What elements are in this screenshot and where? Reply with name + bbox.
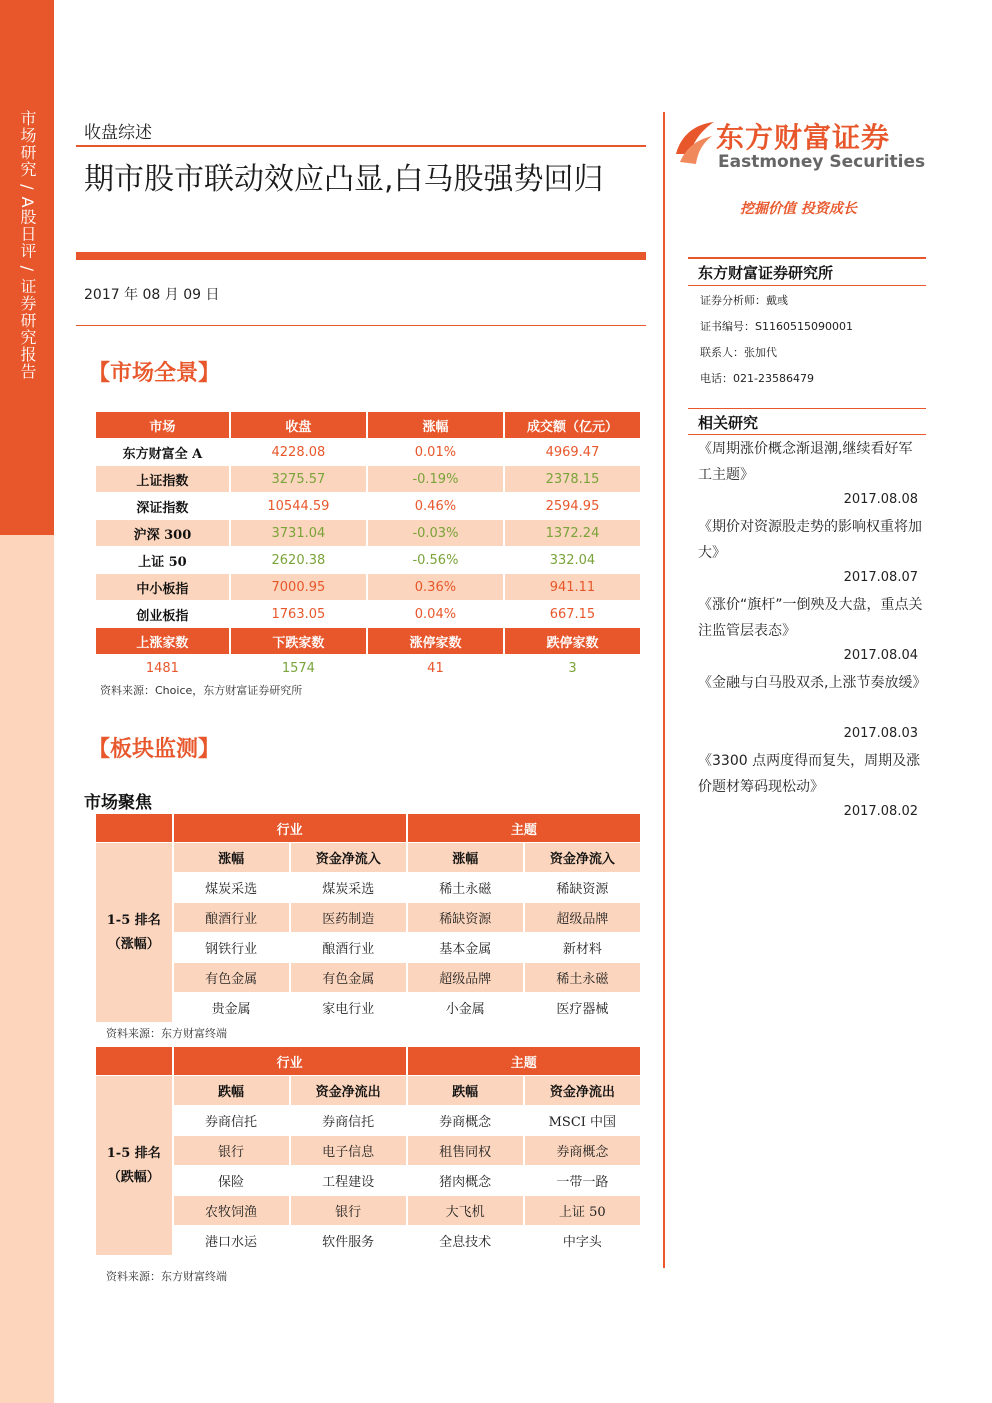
table-cell: 电子信息 xyxy=(290,1136,407,1166)
limit-up-count: 41 xyxy=(367,655,504,682)
col-header: 下跌家数 xyxy=(230,628,367,655)
table-cell: 银行 xyxy=(290,1196,407,1226)
table-row xyxy=(96,466,641,493)
sub-header-row xyxy=(96,843,641,873)
sub-header: 资金净流出 xyxy=(290,1076,407,1106)
close-value: 3275.57 xyxy=(230,466,367,493)
close-value: 10544.59 xyxy=(230,493,367,520)
table-row xyxy=(96,601,641,628)
market-name: 上证指数 xyxy=(96,466,230,493)
sub-header: 涨幅 xyxy=(407,843,524,873)
table-cell: 券商信托 xyxy=(173,1106,290,1136)
table-row xyxy=(96,1166,641,1196)
table-cell: 稀缺资源 xyxy=(407,903,524,933)
table-row xyxy=(96,574,641,601)
rank-label-line2: （涨幅） xyxy=(107,936,160,952)
section-label: 收盘综述 xyxy=(84,123,152,143)
table-row xyxy=(96,993,641,1023)
brand-name-en: Eastmoney Securities xyxy=(718,152,926,172)
market-focus-heading: 市场聚焦 xyxy=(84,793,152,813)
table-cell: 稀土永磁 xyxy=(407,873,524,903)
table-cell: 中字头 xyxy=(524,1226,641,1256)
table-cell: 有色金属 xyxy=(290,963,407,993)
date-rule xyxy=(76,325,646,326)
table-cell: 贵金属 xyxy=(173,993,290,1023)
corner-cell xyxy=(96,1047,173,1076)
report-date: 2017 年 08 月 09 日 xyxy=(84,287,220,303)
group-industry: 行业 xyxy=(173,814,407,843)
turnover-value: 941.11 xyxy=(504,574,641,601)
count-header-row xyxy=(96,628,641,655)
rank-label xyxy=(96,1076,173,1256)
table-cell: 酿酒行业 xyxy=(173,903,290,933)
table-cell: 医疗器械 xyxy=(524,993,641,1023)
group-header-row xyxy=(96,814,641,843)
sector-down-table xyxy=(96,1047,642,1256)
table-cell: 医药制造 xyxy=(290,903,407,933)
table-row xyxy=(96,493,641,520)
change-value: 0.36% xyxy=(367,574,504,601)
table-row xyxy=(96,439,641,466)
related-report-date: 2017.08.08 xyxy=(843,492,918,507)
sector-heading: 【板块监测】 xyxy=(88,736,221,762)
sub-header: 资金净流入 xyxy=(524,843,641,873)
table-row xyxy=(96,1106,641,1136)
sub-header: 资金净流出 xyxy=(524,1076,641,1106)
table-cell: 银行 xyxy=(173,1136,290,1166)
rising-count: 1481 xyxy=(96,655,230,682)
table-cell: 酿酒行业 xyxy=(290,933,407,963)
table-cell: 软件服务 xyxy=(290,1226,407,1256)
table-row xyxy=(96,547,641,574)
corner-cell xyxy=(96,814,173,843)
table-row xyxy=(96,963,641,993)
table-cell: 租售同权 xyxy=(407,1136,524,1166)
table-cell: 新材料 xyxy=(524,933,641,963)
col-header: 上涨家数 xyxy=(96,628,230,655)
turnover-value: 332.04 xyxy=(504,547,641,574)
table-cell: 煤炭采选 xyxy=(173,873,290,903)
table-cell: 大飞机 xyxy=(407,1196,524,1226)
change-value: -0.56% xyxy=(367,547,504,574)
close-value: 3731.04 xyxy=(230,520,367,547)
sidebar-category-text: 市场研究 / A股日评 / 证券研究报告 xyxy=(18,110,37,381)
table-row xyxy=(96,903,641,933)
related-report-link[interactable]: 《涨价“旗杆”一倒殃及大盘，重点关注监管层表态》 xyxy=(698,597,923,639)
change-value: 0.01% xyxy=(367,439,504,466)
count-row xyxy=(96,655,641,682)
table-cell: 一带一路 xyxy=(524,1166,641,1196)
related-report-link[interactable]: 《周期涨价概念渐退潮,继续看好军工主题》 xyxy=(698,441,913,483)
sub-header: 涨幅 xyxy=(173,843,290,873)
table-cell: 超级品牌 xyxy=(407,963,524,993)
rank-label-line2: （跌幅） xyxy=(107,1169,160,1185)
sub-header: 资金净流入 xyxy=(290,843,407,873)
sector-up-source-note: 资料来源：东方财富终端 xyxy=(106,1027,227,1040)
sector-down-source-note: 资料来源：东方财富终端 xyxy=(106,1270,227,1283)
change-value: -0.03% xyxy=(367,520,504,547)
related-report-link[interactable]: 《3300 点两度得而复失，周期及涨价题材筹码现松动》 xyxy=(698,753,921,795)
turnover-value: 4969.47 xyxy=(504,439,641,466)
col-header: 跌停家数 xyxy=(504,628,641,655)
col-header: 涨停家数 xyxy=(367,628,504,655)
header-rule xyxy=(76,145,646,147)
sector-up-table xyxy=(96,814,642,1023)
market-name: 东方财富全 A xyxy=(96,439,230,466)
table-cell: 保险 xyxy=(173,1166,290,1196)
group-theme: 主题 xyxy=(407,1047,641,1076)
table-row xyxy=(96,1196,641,1226)
change-value: 0.46% xyxy=(367,493,504,520)
contact-person: 联系人：张加代 xyxy=(700,346,777,359)
sub-header: 跌幅 xyxy=(407,1076,524,1106)
table-cell: 钢铁行业 xyxy=(173,933,290,963)
related-heading: 相关研究 xyxy=(698,414,759,432)
sub-header-row xyxy=(96,1076,641,1106)
column-divider xyxy=(663,112,665,1268)
change-value: 0.04% xyxy=(367,601,504,628)
market-name: 创业板指 xyxy=(96,601,230,628)
group-header-row xyxy=(96,1047,641,1076)
brand-slogan: 挖掘价值 投资成长 xyxy=(740,201,857,217)
analyst-name: 证券分析师：戴彧 xyxy=(700,294,788,307)
table-cell: 上证 50 xyxy=(524,1196,641,1226)
table-cell: 全息技术 xyxy=(407,1226,524,1256)
table-cell: 港口水运 xyxy=(173,1226,290,1256)
table-cell: 超级品牌 xyxy=(524,903,641,933)
table-cell: 稀缺资源 xyxy=(524,873,641,903)
table-row xyxy=(96,873,641,903)
turnover-value: 2594.95 xyxy=(504,493,641,520)
group-theme: 主题 xyxy=(407,814,641,843)
brand-logo-icon xyxy=(672,118,716,168)
market-overview-heading: 【市场全景】 xyxy=(88,360,221,386)
market-name: 上证 50 xyxy=(96,547,230,574)
sub-header: 跌幅 xyxy=(173,1076,290,1106)
institute-heading: 东方财富证券研究所 xyxy=(698,264,834,282)
col-header: 成交额（亿元） xyxy=(504,412,641,439)
certificate-number: 证书编号：S1160515090001 xyxy=(700,320,853,333)
table-row xyxy=(96,1226,641,1256)
table-row xyxy=(96,1136,641,1166)
related-report-date: 2017.08.02 xyxy=(843,804,918,819)
table-cell: 猪肉概念 xyxy=(407,1166,524,1196)
close-value: 7000.95 xyxy=(230,574,367,601)
brand-name-cn: 东方财富证券 xyxy=(716,121,891,154)
related-report-date: 2017.08.04 xyxy=(843,648,918,663)
title-rule xyxy=(76,252,646,260)
market-name: 中小板指 xyxy=(96,574,230,601)
limit-down-count: 3 xyxy=(504,655,641,682)
phone-number: 电话：021-23586479 xyxy=(700,372,814,385)
table-cell: 家电行业 xyxy=(290,993,407,1023)
related-rule-bottom xyxy=(688,434,926,435)
group-industry: 行业 xyxy=(173,1047,407,1076)
falling-count: 1574 xyxy=(230,655,367,682)
related-report-date: 2017.08.07 xyxy=(843,570,918,585)
table-cell: 工程建设 xyxy=(290,1166,407,1196)
table-cell: 有色金属 xyxy=(173,963,290,993)
turnover-value: 2378.15 xyxy=(504,466,641,493)
institute-rule-bottom xyxy=(688,285,926,286)
turnover-value: 1372.24 xyxy=(504,520,641,547)
table-cell: 煤炭采选 xyxy=(290,873,407,903)
change-value: -0.19% xyxy=(367,466,504,493)
table-cell: 券商概念 xyxy=(524,1136,641,1166)
col-header: 涨幅 xyxy=(367,412,504,439)
rank-label xyxy=(96,843,173,1023)
market-name: 沪深 300 xyxy=(96,520,230,547)
market-source-note: 资料来源：Choice，东方财富证券研究所 xyxy=(100,684,303,697)
table-cell: 稀土永磁 xyxy=(524,963,641,993)
close-value: 4228.08 xyxy=(230,439,367,466)
institute-rule-top xyxy=(688,257,926,259)
table-row xyxy=(96,933,641,963)
related-report-date: 2017.08.03 xyxy=(843,726,918,741)
close-value: 2620.38 xyxy=(230,547,367,574)
table-cell: 农牧饲渔 xyxy=(173,1196,290,1226)
close-value: 1763.05 xyxy=(230,601,367,628)
turnover-value: 667.15 xyxy=(504,601,641,628)
table-header-row xyxy=(96,412,641,439)
table-cell: 小金属 xyxy=(407,993,524,1023)
related-report-link[interactable]: 《期价对资源股走势的影响权重将加大》 xyxy=(698,519,922,561)
table-cell: 基本金属 xyxy=(407,933,524,963)
sidebar xyxy=(0,0,54,1403)
related-report-link[interactable]: 《金融与白马股双杀,上涨节奏放缓》 xyxy=(698,675,927,691)
page-title: 期市股市联动效应凸显,白马股强势回归 xyxy=(84,162,604,197)
col-header: 收盘 xyxy=(230,412,367,439)
table-cell: 券商信托 xyxy=(290,1106,407,1136)
table-cell: 券商概念 xyxy=(407,1106,524,1136)
table-cell: MSCI 中国 xyxy=(524,1106,641,1136)
rank-label-line1: 1-5 排名 xyxy=(106,1145,161,1161)
market-overview-table xyxy=(96,412,642,682)
col-header: 市场 xyxy=(96,412,230,439)
rank-label-line1: 1-5 排名 xyxy=(106,912,161,928)
table-row xyxy=(96,520,641,547)
related-rule-top xyxy=(688,408,926,409)
market-name: 深证指数 xyxy=(96,493,230,520)
